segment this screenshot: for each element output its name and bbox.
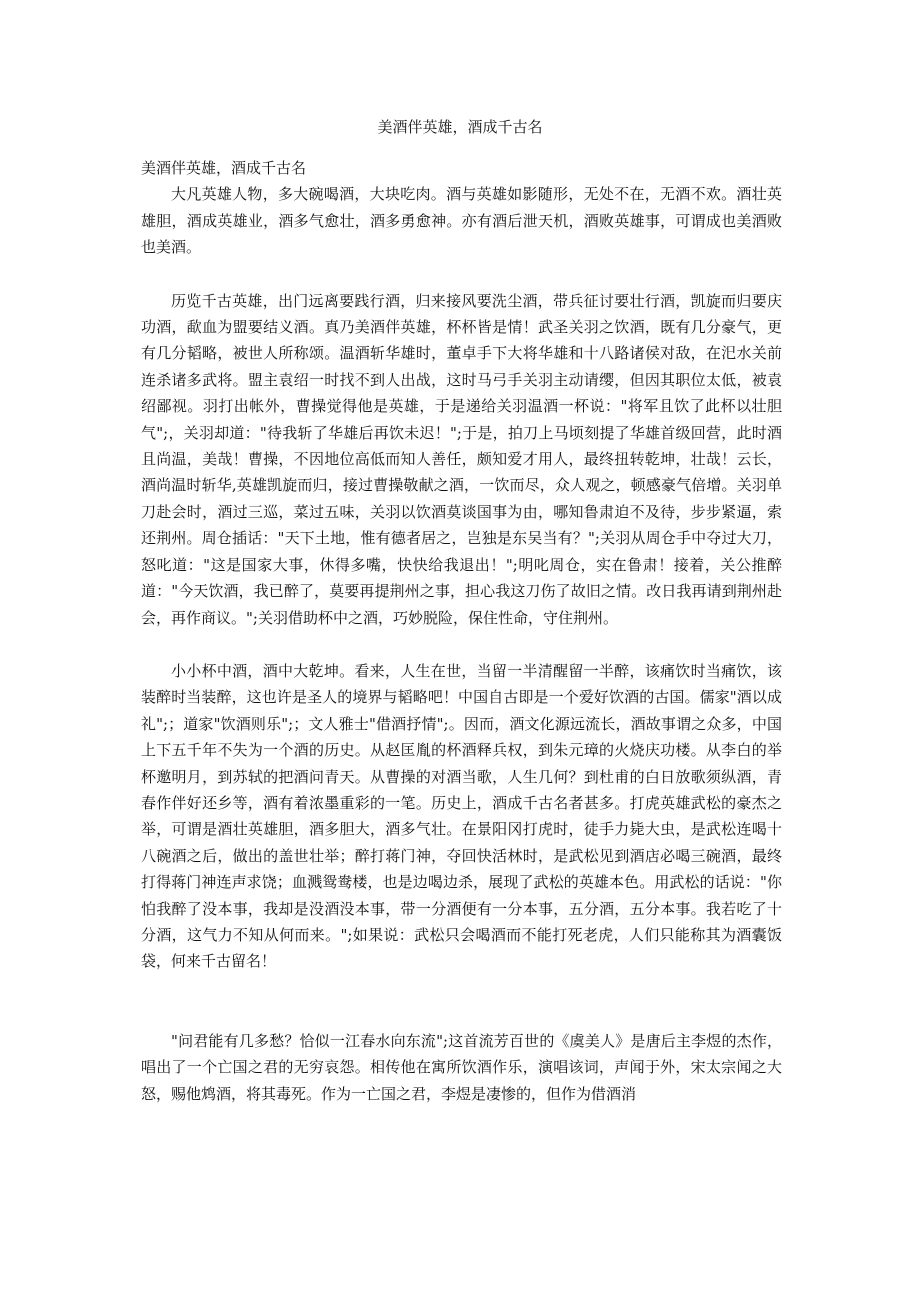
paragraph-spacer (141, 631, 782, 658)
document-title: 美酒伴英雄，酒成千古名 (377, 118, 543, 136)
paragraph-3: 小小杯中酒，酒中大乾坤。看来，人生在世，当留一半清醒留一半醉，该痛饮时当痛饮，该装醉时当装醉，这也许是圣人的境界与韬略吧！中国自古即是一个爱好饮酒的古国。儒家"酒以成礼";；道家"饮酒则乐";；文人雅士"借酒抒情";。因而，酒文化源远流长，酒故事谓之众多，中国上下五千年不失为一个酒的历史。从赵匡胤的杯酒释兵权，到朱元璋的火烧庆功楼。从李白的举杯邀明月，到苏轼的把酒问青天。从曹操的对酒当歌，人生几何？到杜甫的白日放歌须纵酒，青春作伴好还乡等，酒有着浓墨重彩的一笔。历史上，酒成千古名者甚多。打虎英雄武松的豪杰之举，可谓是酒壮英雄胆，酒多胆大，酒多气壮。在景阳冈打虎时，徒手力毙大虫，是武松连喝十八碗酒之后，做出的盖世壮举；醉打蒋门神，夺回快活林时，是武松见到酒店必喝三碗酒，最终打得蒋门神连声求饶；血溅鸳鸯楼，也是边喝边杀，展现了武松的英雄本色。用武松的话说："你怕我醉了没本事，我却是没酒没本事，带一分酒便有一分本事，五分酒，五分本事。我若吃了十分酒，这气力不知从何而来。";如果说：武松只会喝酒而不能打死老虎，人们只能称其为酒囊饭袋，何来千古留名！ (141, 661, 782, 971)
paragraph-2: 历览千古英雄，出门远离要践行酒，归来接风要洗尘酒，带兵征讨要壮行酒，凯旋而归要庆功酒，歃血为盟要结义酒。真乃美酒伴英雄，杯杯皆是情！武圣关羽之饮酒，既有几分豪气，更有几分韬略，被世人所称颂。温酒斩华雄时，董卓手下大将华雄和十八路诸侯对敌，在汜水关前连杀诸多武将。盟主袁绍一时找不到人出战，这时马弓手关羽主动请缨，但因其职位太低，被袁绍鄙视。羽打出帐外，曹操觉得他是英雄，于是递给关羽温酒一杯说："将军且饮了此杯以壮胆气";，关羽却道："待我斩了华雄后再饮未迟！";于是，拍刀上马顷刻提了华雄首级回营，此时酒且尚温，美哉！曹操，不因地位高低而知人善任，颇知爱才用人，最终扭转乾坤，壮哉！云长，酒尚温时斩华,英雄凯旋而归，接过曹操敬献之酒，一饮而尽，众人观之，顿感豪气倍增。关羽单刀赴会时，酒过三巡，菜过五味，关羽以饮酒莫谈国事为由，哪知鲁肃迫不及待，步步紧逼，索还荆州。周仓插话："天下土地，惟有德者居之，岂独是东吴当有？";关羽从周仓手中夺过大刀，怒叱道："这是国家大事，休得多嘴，快快给我退出！";明叱周仓，实在鲁肃！接着，关公推醉道："今天饮酒，我已醉了，莫要再提荆州之事，担心我这刀伤了故旧之情。改日我再请到荆州赴会，再作商议。";关羽借助杯中之酒，巧妙脱险，保住性命，守住荆州。 (141, 291, 782, 627)
paragraph-1: 大凡英雄人物，多大碗喝酒，大块吃肉。酒与英雄如影随形，无处不在，无酒不欢。酒壮英雄胆，酒成英雄业，酒多气愈壮，酒多勇愈神。亦有酒后泄天机，酒败英雄事，可谓成也美酒败也美酒。 (141, 185, 782, 257)
paragraph-spacer (141, 261, 782, 288)
document-subtitle: 美酒伴英雄，酒成千古名 (141, 159, 307, 177)
document-body (141, 155, 782, 1107)
paragraph-4: "问君能有几多愁？恰似一江春水向东流";这首流芳百世的《虞美人》是唐后主李煜的杰作，唱出了一个亡国之君的无穷哀怨。相传他在寓所饮酒作乐，演唱该词，声闻于外，宋太宗闻之大怒，赐他鸩酒，将其毒死。作为一亡国之君，李煜是凄惨的，但作为借酒消 (141, 1031, 782, 1103)
paragraph-spacer (141, 975, 782, 1028)
